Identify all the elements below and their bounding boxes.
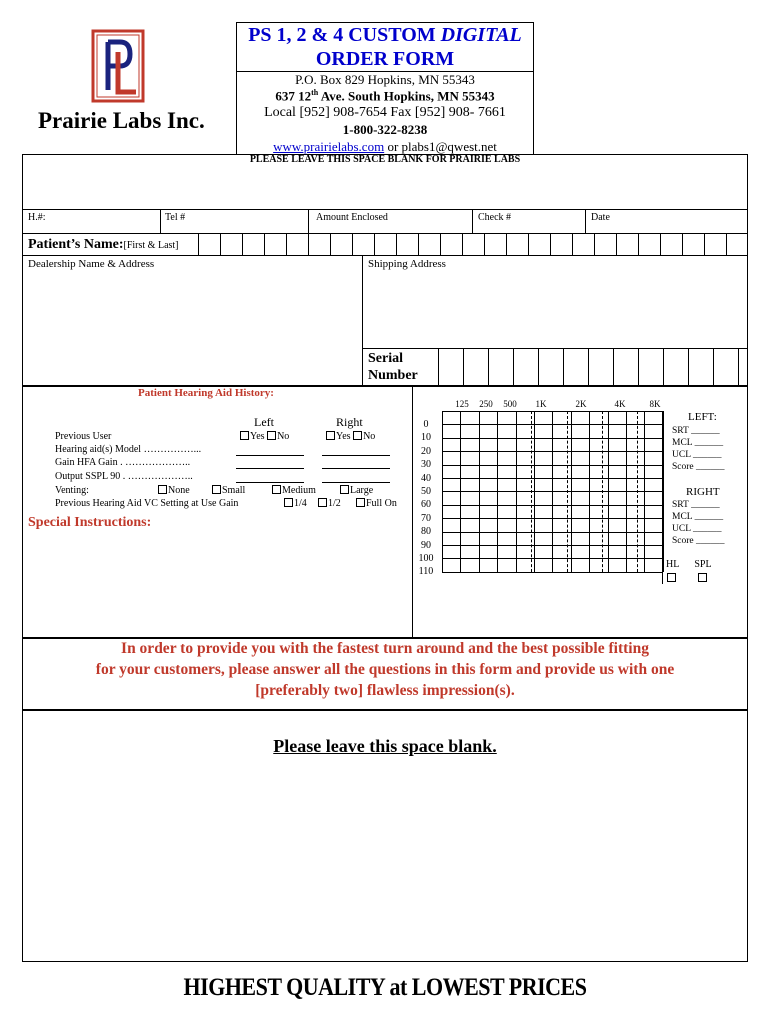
footer-slogan: HIGHEST QUALITY at LOWEST PRICES	[183, 972, 587, 1001]
db-level-label: 40	[421, 472, 431, 484]
serial-cell-divider	[463, 348, 464, 386]
patient-name-cell-divider	[594, 233, 595, 255]
patient-name-cell-divider	[572, 233, 573, 255]
audiogram-dashed-line	[531, 411, 532, 572]
patient-name-cell-divider	[220, 233, 221, 255]
freq-label: 125	[455, 399, 469, 409]
left-heading: Left	[254, 415, 274, 429]
vc-quarter[interactable]: 1/4	[284, 498, 307, 510]
serial-cell-divider	[438, 348, 439, 386]
venting-small[interactable]: Small	[212, 485, 245, 497]
patient-name-cell-divider	[198, 233, 199, 255]
serial-cell-divider	[588, 348, 589, 386]
score-field-mcl[interactable]: MCL ______	[672, 512, 724, 522]
serial-cell-divider	[688, 348, 689, 386]
form-title-line2: ORDER FORM	[315, 48, 455, 70]
score-field-ucl[interactable]: UCL ______	[672, 450, 722, 460]
left-previous-user[interactable]: Yes No	[240, 431, 289, 443]
audiogram-gridline	[626, 411, 627, 572]
audiogram-dashed-line	[637, 411, 638, 572]
freq-label: 250	[479, 399, 493, 409]
db-level-label: 60	[421, 499, 431, 511]
date-field[interactable]: Date	[591, 212, 610, 223]
serial-cell-divider	[738, 348, 739, 386]
db-level-label: 10	[421, 432, 431, 444]
serial-cell-divider	[488, 348, 489, 386]
audiogram-gridline	[534, 411, 535, 572]
venting-large[interactable]: Large	[340, 485, 373, 497]
tel-field[interactable]: Tel #	[165, 212, 186, 223]
freq-label: 8K	[649, 399, 661, 409]
vc-half[interactable]: 1/2	[318, 498, 341, 510]
notice-line3: [preferably two] flawless impression(s).	[255, 682, 515, 699]
patient-name-label: Patient’s Name:[First & Last]	[28, 237, 179, 252]
output-label: Output SSPL 90 . ………………..	[55, 471, 193, 482]
audiogram-gridline	[460, 411, 461, 572]
patient-name-cell-divider	[550, 233, 551, 255]
audiogram-gridline	[497, 411, 498, 572]
patient-name-cell-divider	[286, 233, 287, 255]
serial-cell-divider	[538, 348, 539, 386]
website-link[interactable]: www.prairielabs.com	[273, 139, 385, 154]
freq-label: 1K	[535, 399, 547, 409]
audiogram-gridline	[663, 411, 664, 572]
score-field-srt[interactable]: SRT ______	[672, 500, 720, 510]
patient-name-cell-divider	[308, 233, 309, 255]
street-address: 637 12th Ave. South Hopkins, MN 55343	[275, 88, 495, 104]
amount-enclosed-field[interactable]: Amount Enclosed	[316, 212, 388, 223]
left-output-line[interactable]	[236, 482, 304, 483]
serial-cell-divider	[513, 348, 514, 386]
left-score-title: LEFT:	[688, 411, 717, 423]
audiogram-gridline	[552, 411, 553, 572]
patient-name-cell-divider	[330, 233, 331, 255]
audiogram-dashed-line	[567, 411, 568, 572]
freq-label: 4K	[614, 399, 626, 409]
serial-cell-divider	[663, 348, 664, 386]
vc-full[interactable]: Full On	[356, 498, 397, 510]
score-field-ucl[interactable]: UCL ______	[672, 524, 722, 534]
dealership-label: Dealership Name & Address	[28, 258, 155, 270]
db-level-label: 90	[421, 539, 431, 551]
special-instructions-label: Special Instructions:	[28, 515, 152, 530]
patient-name-cell-divider	[638, 233, 639, 255]
hl-option[interactable]: HL	[666, 559, 678, 585]
audiogram-gridline	[589, 411, 590, 572]
venting-medium[interactable]: Medium	[272, 485, 316, 497]
toll-free: 1-800-322-8238	[342, 122, 428, 137]
right-previous-user[interactable]: Yes No	[326, 431, 375, 443]
audiogram-gridline	[442, 572, 663, 573]
venting-none[interactable]: None	[158, 485, 190, 497]
audiogram-dashed-line	[602, 411, 603, 572]
blank-notice: PLEASE LEAVE THIS SPACE BLANK FOR PRAIRIE LABS	[249, 154, 521, 165]
check-field[interactable]: Check #	[478, 212, 512, 223]
spl-option[interactable]: SPL	[694, 559, 712, 585]
freq-label: 2K	[575, 399, 587, 409]
company-logo	[90, 28, 146, 104]
blank-area-text: Please leave this space blank.	[273, 736, 497, 756]
company-name: Prairie Labs Inc.	[38, 108, 205, 133]
notice-line2: for your customers, please answer all the questions in this form and provide us with one	[95, 661, 675, 678]
patient-name-cell-divider	[352, 233, 353, 255]
db-level-label: 70	[421, 512, 431, 524]
patient-name-cell-divider	[440, 233, 441, 255]
phone-fax: Local [952] 908-7654 Fax [952] 908- 7661	[264, 105, 506, 120]
audiogram-gridline	[479, 411, 480, 572]
patient-name-cell-divider	[660, 233, 661, 255]
right-gain-line[interactable]	[322, 468, 390, 469]
patient-name-cell-divider	[462, 233, 463, 255]
patient-name-cell-divider	[242, 233, 243, 255]
serial-cell-divider	[613, 348, 614, 386]
patient-name-cell-divider	[264, 233, 265, 255]
right-output-line[interactable]	[322, 482, 390, 483]
audiogram-gridline	[442, 411, 443, 572]
patient-name-cell-divider	[682, 233, 683, 255]
db-level-label: 30	[421, 459, 431, 471]
score-field-score[interactable]: Score ______	[672, 462, 725, 472]
patient-name-cell-divider	[484, 233, 485, 255]
score-field-mcl[interactable]: MCL ______	[672, 438, 724, 448]
form-title-line1: PS 1, 2 & 4 CUSTOM DIGITAL	[248, 24, 522, 46]
audiogram-gridline	[608, 411, 609, 572]
patient-name-cell-divider	[616, 233, 617, 255]
patient-name-cell-divider	[726, 233, 727, 255]
serial-label: Serial Number	[368, 351, 418, 383]
patient-name-cell-divider	[418, 233, 419, 255]
audiogram-gridline	[571, 411, 572, 572]
audiogram-gridline	[516, 411, 517, 572]
db-level-label: 20	[421, 445, 431, 457]
patient-name-cell-divider	[528, 233, 529, 255]
venting-label: Venting:	[55, 485, 89, 496]
db-level-label: 80	[421, 526, 431, 538]
score-field-score[interactable]: Score ______	[672, 536, 725, 546]
left-gain-line[interactable]	[236, 468, 304, 469]
audiogram-gridline	[644, 411, 645, 572]
model-label: Hearing aid(s) Model ……………...	[55, 444, 202, 455]
patient-name-cell-divider	[506, 233, 507, 255]
score-field-srt[interactable]: SRT ______	[672, 426, 720, 436]
right-score-title: RIGHT	[686, 486, 720, 498]
patient-name-cell-divider	[374, 233, 375, 255]
previous-user-label: Previous User	[55, 431, 112, 442]
db-level-label: 0	[423, 419, 429, 430]
db-level-label: 50	[421, 486, 431, 497]
patient-name-cell-divider	[704, 233, 705, 255]
hnum-field[interactable]: H.#:	[28, 212, 46, 223]
patient-name-cell-divider	[396, 233, 397, 255]
serial-cell-divider	[638, 348, 639, 386]
serial-cell-divider	[563, 348, 564, 386]
history-title: Patient Hearing Aid History:	[138, 387, 274, 399]
serial-cell-divider	[713, 348, 714, 386]
vc-setting-label: Previous Hearing Aid VC Setting at Use Gain	[55, 498, 239, 509]
right-model-line[interactable]	[322, 455, 390, 456]
db-level-label: 100	[418, 553, 434, 564]
freq-label: 500	[503, 399, 517, 409]
shipping-label: Shipping Address	[368, 258, 446, 270]
right-heading: Right	[336, 415, 363, 429]
left-model-line[interactable]	[236, 455, 304, 456]
db-level-label: 110	[418, 566, 434, 578]
notice-line1: In order to provide you with the fastest turn around and the best possible fitting	[121, 640, 649, 657]
po-box: P.O. Box 829 Hopkins, MN 55343	[295, 72, 475, 87]
contact-line: www.prairielabs.com or plabs1@qwest.net	[273, 139, 497, 154]
gain-label: Gain HFA Gain . ………………..	[55, 457, 191, 468]
